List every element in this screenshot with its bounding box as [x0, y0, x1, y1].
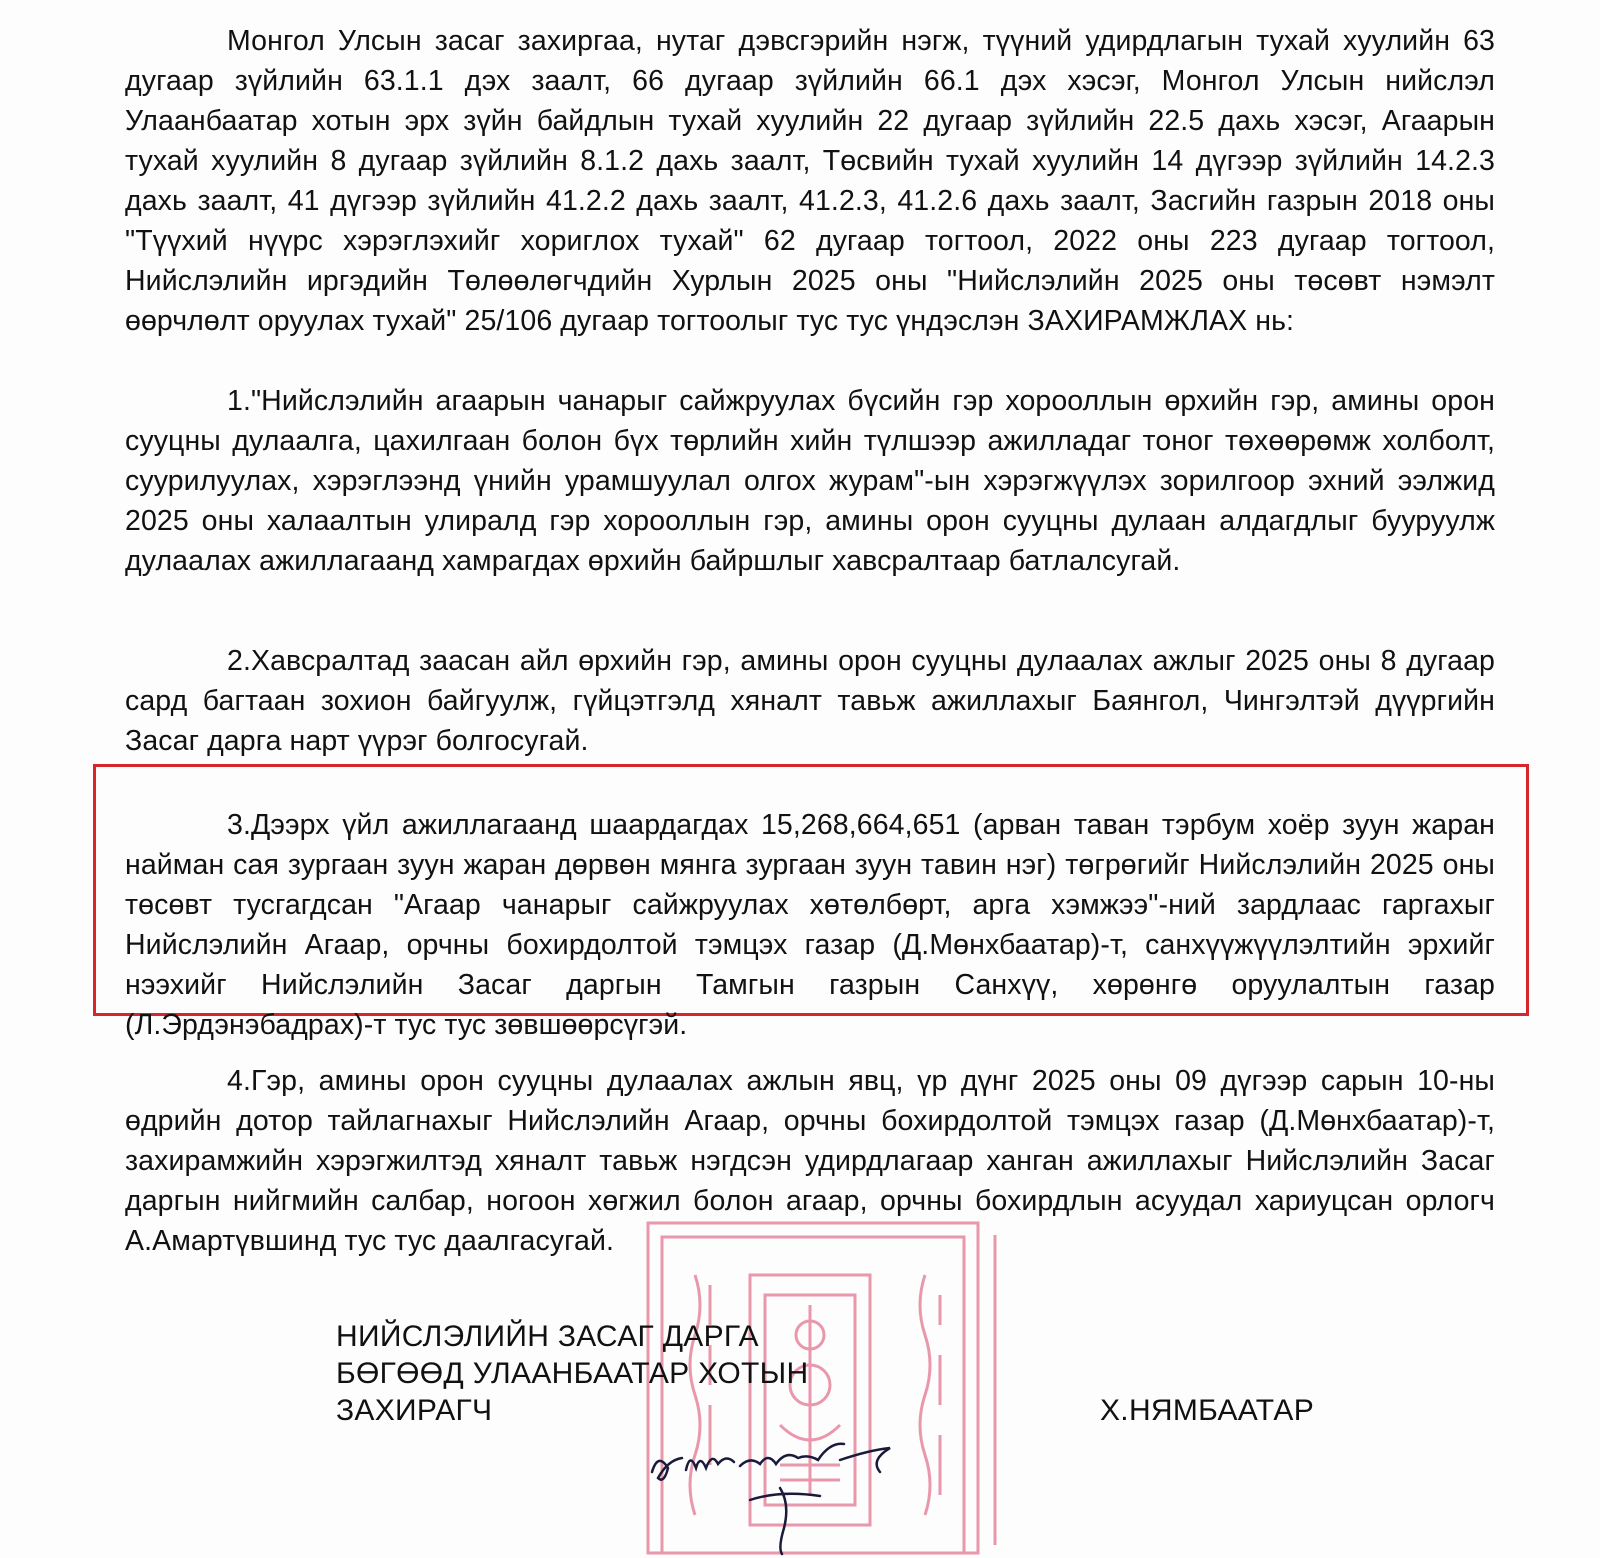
item-1-paragraph: 1."Нийслэлийн агаарын чанарыг сайжруулах бүсийн гэр хорооллын өрхийн гэр, амины орон сууцны дулаалга, цахилгаан болон бүх төрлийн хийн түлшээр ажилладаг тоног төхөөрөмж холболт, суурилуулах, хэрэглээнд үнийн урамшуулал олгох журам"-ын хэрэгжүүлэх зорилгоор эхний ээлжид 2025 оны халаалтын улиралд гэр хорооллын гэр, амины орон сууцны дулаан алдагдлыг бууруулж дулаалах ажиллагаанд хамрагдах өрхийн байршлыг хавсралтаар батлалсугай.	[125, 384, 1495, 577]
preamble-paragraph: Монгол Улсын засаг захиргаа, нутаг дэвсгэрийн нэгж, түүний удирдлагын тухай хуулийн 63 дугаар зүйлийн 63.1.1 дэх заалт, 66 дугаар зүйлийн 66.1 дэх хэсэг, Монгол Улсын нийслэл Улаанбаатар хотын эрх зүйн байдлын тухай хуулийн 22 дугаар зүйлийн 22.5 дахь хэсэг, Агаарын тухай хуулийн 8 дугаар зүйлийн 8.1.2 дахь заалт, Төсвийн тухай хуулийн 14 дүгээр зүйлийн 14.2.3 дахь заалт, 41 дүгээр зүйлийн 41.2.2 дахь заалт, 41.2.3, 41.2.6 дахь заалт, Засгийн газрын 2018 оны "Түүхий нүүрс хэрэглэхийг хориглох тухай" 62 дугаар тогтоол, 2022 оны 223 дугаар тогтоол, Нийслэлийн иргэдийн Төлөөлөгчдийн Хурлын 2025 оны "Нийслэлийн 2025 оны төсөвт нэмэлт өөрчлөлт оруулах тухай" 25/106 дугаар тогтоолыг тус тус үндэслэн ЗАХИРАМЖЛАХ нь:	[125, 24, 1495, 337]
signatory-title-line-3: ЗАХИРАГЧ	[336, 1394, 493, 1427]
item-3-paragraph: 3.Дээрх үйл ажиллагаанд шаардагдах 15,268,664,651 (арван таван тэрбум хоёр зуун жаран найман сая зургаан зуун жаран дөрвөн мянга зургаан зуун тавин нэг) төгрөгийг Нийслэлийн 2025 оны төсөвт тусгагдсан "Агаар чанарыг сайжруулах хөтөлбөрт, арга хэмжээ"-ний зардлаас гаргахыг Нийслэлийн Агаар, орчны бохирдолтой тэмцэх газар (Д.Мөнхбаатар)-т, санхүүжүүлэлтийн эрхийг нээхийг Нийслэлийн Засаг даргын Тамгын газрын Санхүү, хөрөнгө оруулалтын газар (Л.Эрдэнэбадрах)-т тус тус зөвшөөрсүгэй.	[125, 808, 1495, 1041]
item-2-paragraph: 2.Хавсралтад заасан айл өрхийн гэр, амины орон сууцны дулаалах ажлыг 2025 оны 8 дугаар сард багтаан зохион байгуулж, гүйцэтгэлд хяналт тавьж ажиллахыг Баянгол, Чингэлтэй дүүргийн Засаг дарга нарт үүрэг болгосугай.	[125, 644, 1495, 757]
signatory-name: Х.НЯМБААТАР	[1100, 1394, 1315, 1427]
handwritten-signature-icon	[640, 1430, 920, 1558]
signatory-title	[336, 1318, 809, 1429]
signatory-title-line-2: БӨГӨӨД УЛААНБААТАР ХОТЫН	[336, 1357, 809, 1390]
signatory-title-line-1: НИЙСЛЭЛИЙН ЗАСАГ ДАРГА	[336, 1320, 759, 1353]
item-4-paragraph: 4.Гэр, амины орон сууцны дулаалах ажлын явц, үр дүнг 2025 оны 09 дүгээр сарын 10-ны өдрийн дотор тайлагнахыг Нийслэлийн Агаар, орчны бохирдолтой тэмцэх газар (Д.Мөнхбаатар)-т, захирамжийн хэрэгжилтэд хяналт тавьж нэгдсэн удирдлагаар ханган ажиллахыг Нийслэлийн Засаг даргын нийгмийн салбар, ногоон хөгжил болон агаар, орчны бохирдлын асуудал хариуцсан орлогч А.Амартүвшинд тус тус даалгасугай.	[125, 1064, 1495, 1257]
